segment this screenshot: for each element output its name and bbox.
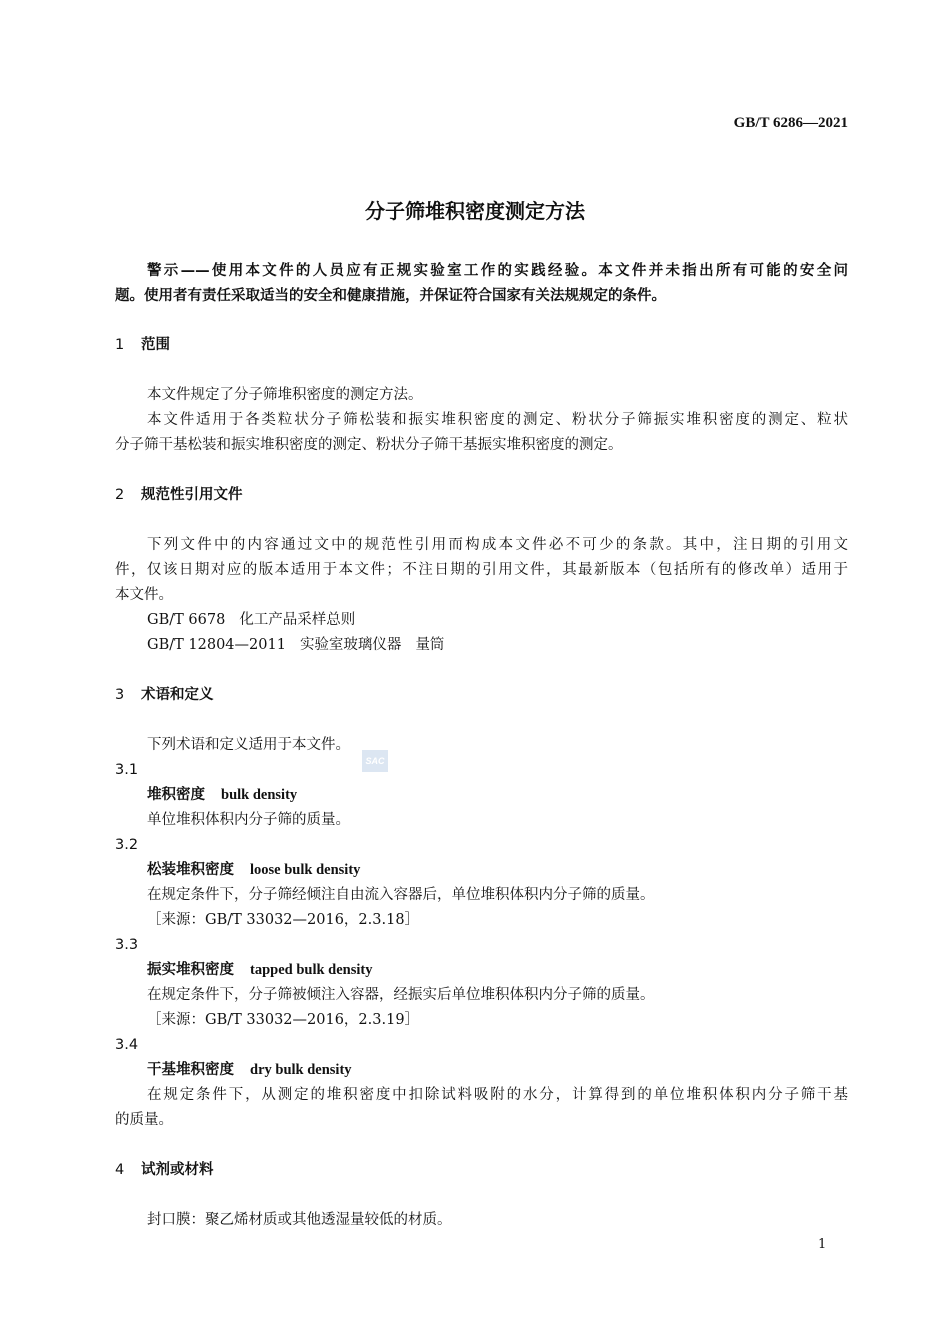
term-definition: 的质量。: [115, 1112, 173, 1128]
term-number: 3.3: [115, 937, 139, 953]
paragraph: 本文件规定了分子筛堆积密度的测定方法。: [147, 387, 423, 403]
standard-number: GB/T 6286—2021: [733, 115, 848, 131]
paragraph: 封口膜：聚乙烯材质或其他透湿量较低的材质。: [147, 1212, 452, 1228]
document-title: 分子筛堆积密度测定方法: [365, 199, 585, 223]
term-title: 干基堆积密度 dry bulk density: [147, 1062, 352, 1078]
paragraph: 本文件适用于各类粒状分子筛松装和振实堆积密度的测定、粉状分子筛振实堆积密度的测定、粒状: [147, 412, 848, 428]
term-number: 3.2: [115, 837, 139, 853]
section-3-heading: 3 术语和定义: [115, 687, 214, 703]
section-4-heading: 4 试剂或材料: [115, 1162, 214, 1178]
watermark-logo: SAC: [362, 750, 388, 772]
paragraph: 下列文件中的内容通过文中的规范性引用而构成本文件必不可少的条款。其中，注日期的引用文: [147, 537, 848, 553]
reference-item: GB/T 6678 化工产品采样总则: [147, 612, 356, 628]
term-definition: 单位堆积体积内分子筛的质量。: [147, 812, 350, 828]
section-1-heading: 1 范围: [115, 337, 170, 353]
term-title: 堆积密度 bulk density: [147, 787, 298, 803]
term-definition: 在规定条件下，分子筛经倾注自由流入容器后，单位堆积体积内分子筛的质量。: [147, 887, 655, 903]
page-number: 1: [818, 1237, 827, 1252]
term-source: ［来源：GB/T 33032—2016，2.3.18］: [147, 912, 420, 928]
term-number: 3.4: [115, 1037, 139, 1053]
reference-item: GB/T 12804—2011 实验室玻璃仪器 量筒: [147, 637, 445, 653]
term-number: 3.1: [115, 762, 139, 778]
term-title: 振实堆积密度 tapped bulk density: [147, 962, 373, 978]
paragraph: 分子筛干基松装和振实堆积密度的测定、粉状分子筛干基振实堆积密度的测定。: [115, 437, 623, 453]
term-definition: 在规定条件下，从测定的堆积密度中扣除试料吸附的水分，计算得到的单位堆积体积内分子筛干基: [147, 1087, 848, 1103]
warning-line-2: 题。使用者有责任采取适当的安全和健康措施，并保证符合国家有关法规规定的条件。: [115, 288, 666, 304]
paragraph: 本文件。: [115, 587, 173, 603]
term-definition: 在规定条件下，分子筛被倾注入容器，经振实后单位堆积体积内分子筛的质量。: [147, 987, 655, 1003]
section-2-heading: 2 规范性引用文件: [115, 487, 243, 503]
warning-line-1: 警示——使用本文件的人员应有正规实验室工作的实践经验。本文件并未指出所有可能的安全问: [147, 263, 848, 279]
paragraph: 件，仅该日期对应的版本适用于本文件；不注日期的引用文件，其最新版本（包括所有的修改单）适用于: [115, 562, 848, 578]
term-source: ［来源：GB/T 33032—2016，2.3.19］: [147, 1012, 420, 1028]
paragraph: 下列术语和定义适用于本文件。: [147, 737, 350, 753]
term-title: 松装堆积密度 loose bulk density: [147, 862, 361, 878]
